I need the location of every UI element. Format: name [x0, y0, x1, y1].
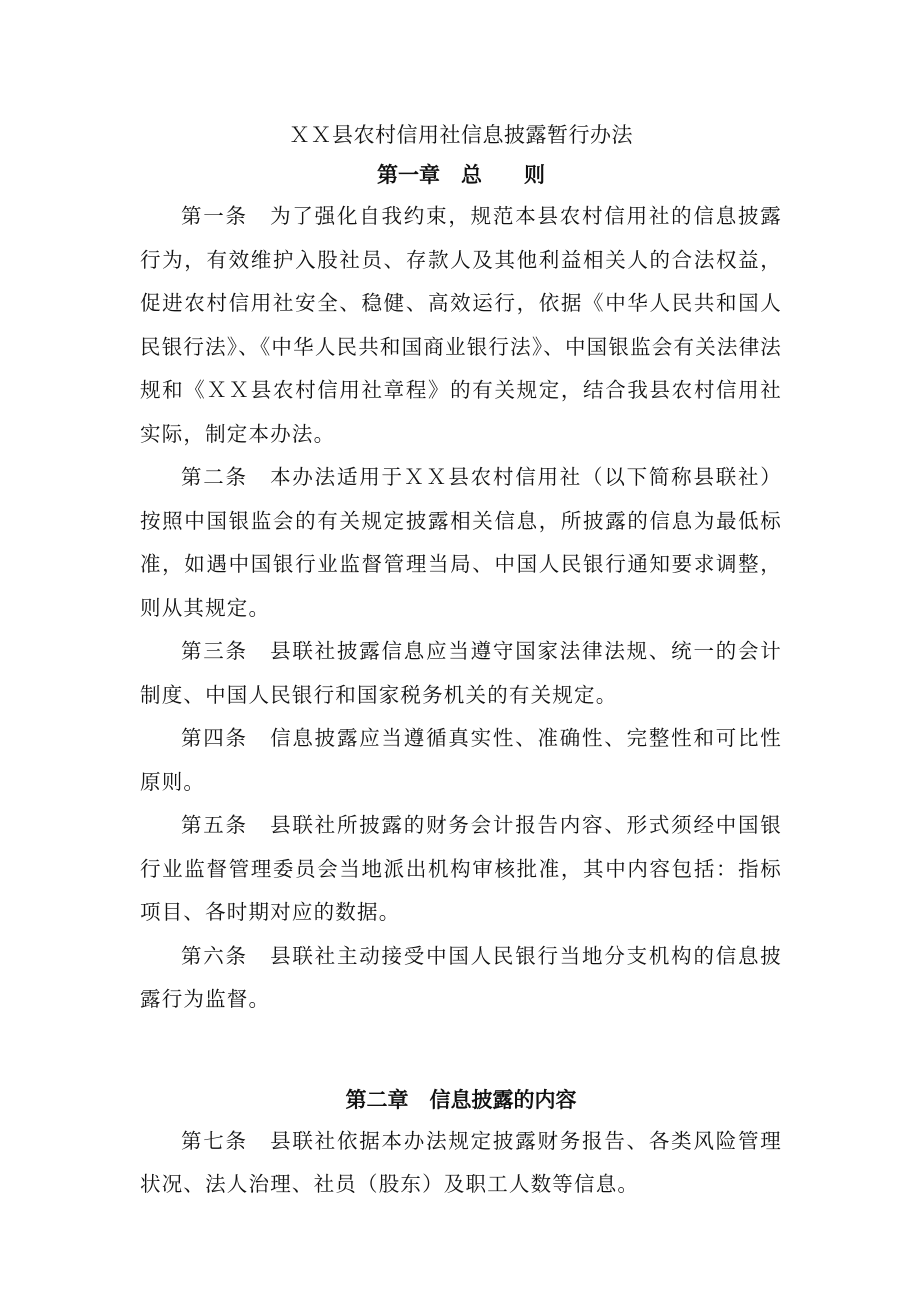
chapter-heading-2: 第二章 信息披露的内容 [345, 1087, 577, 1112]
article-number: 第三条 [181, 639, 271, 663]
article-text: 为了强化自我约束，规范本县农村信用社的信息披露行为，有效维护入股社员、存款人及其他利益相关人的合法权益，促进农村信用社安全、稳健、高效运行，依据《中华人民共和国人民银行法》、《中华人民共和国商业银行法》、中国银监会有关法律法规和《ＸＸ县农村信用社章程》的有关规定，结合我县农村信用社实际，制定本办法。 [140, 204, 782, 446]
article-4 [140, 717, 782, 804]
article-number: 第四条 [181, 726, 271, 750]
article-6 [140, 935, 782, 1022]
article-number: 第二条 [181, 465, 271, 489]
article-7 [140, 1120, 782, 1207]
article-1 [140, 195, 782, 456]
article-text: 县联社主动接受中国人民银行当地分支机构的信息披露行为监督。 [140, 943, 782, 1011]
document-page [140, 116, 782, 1207]
article-3 [140, 630, 782, 717]
article-text: 县联社所披露的财务会计报告内容、形式须经中国银行业监督管理委员会当地派出机构审核批准，其中内容包括：指标项目、各时期对应的数据。 [140, 813, 782, 924]
article-number: 第五条 [181, 813, 271, 837]
article-5 [140, 804, 782, 935]
article-text: 本办法适用于ＸＸ县农村信用社（以下简称县联社）按照中国银监会的有关规定披露相关信息，所披露的信息为最低标准，如遇中国银行业监督管理当局、中国人民银行通知要求调整，则从其规定。 [140, 465, 782, 620]
article-text: 县联社披露信息应当遵守国家法律法规、统一的会计制度、中国人民银行和国家税务机关的有关规定。 [140, 639, 782, 707]
article-number: 第六条 [181, 943, 271, 968]
article-text: 县联社依据本办法规定披露财务报告、各类风险管理状况、法人治理、社员（股东）及职工人数等信息。 [140, 1128, 782, 1196]
article-number: 第一条 [181, 204, 271, 228]
document-title: ＸＸ县农村信用社信息披露暂行办法 [289, 123, 633, 147]
chapter-heading-1: 第一章 总 则 [377, 163, 545, 187]
article-number: 第七条 [181, 1128, 271, 1153]
article-text: 信息披露应当遵循真实性、准确性、完整性和可比性原则。 [140, 726, 782, 794]
article-2 [140, 456, 782, 630]
